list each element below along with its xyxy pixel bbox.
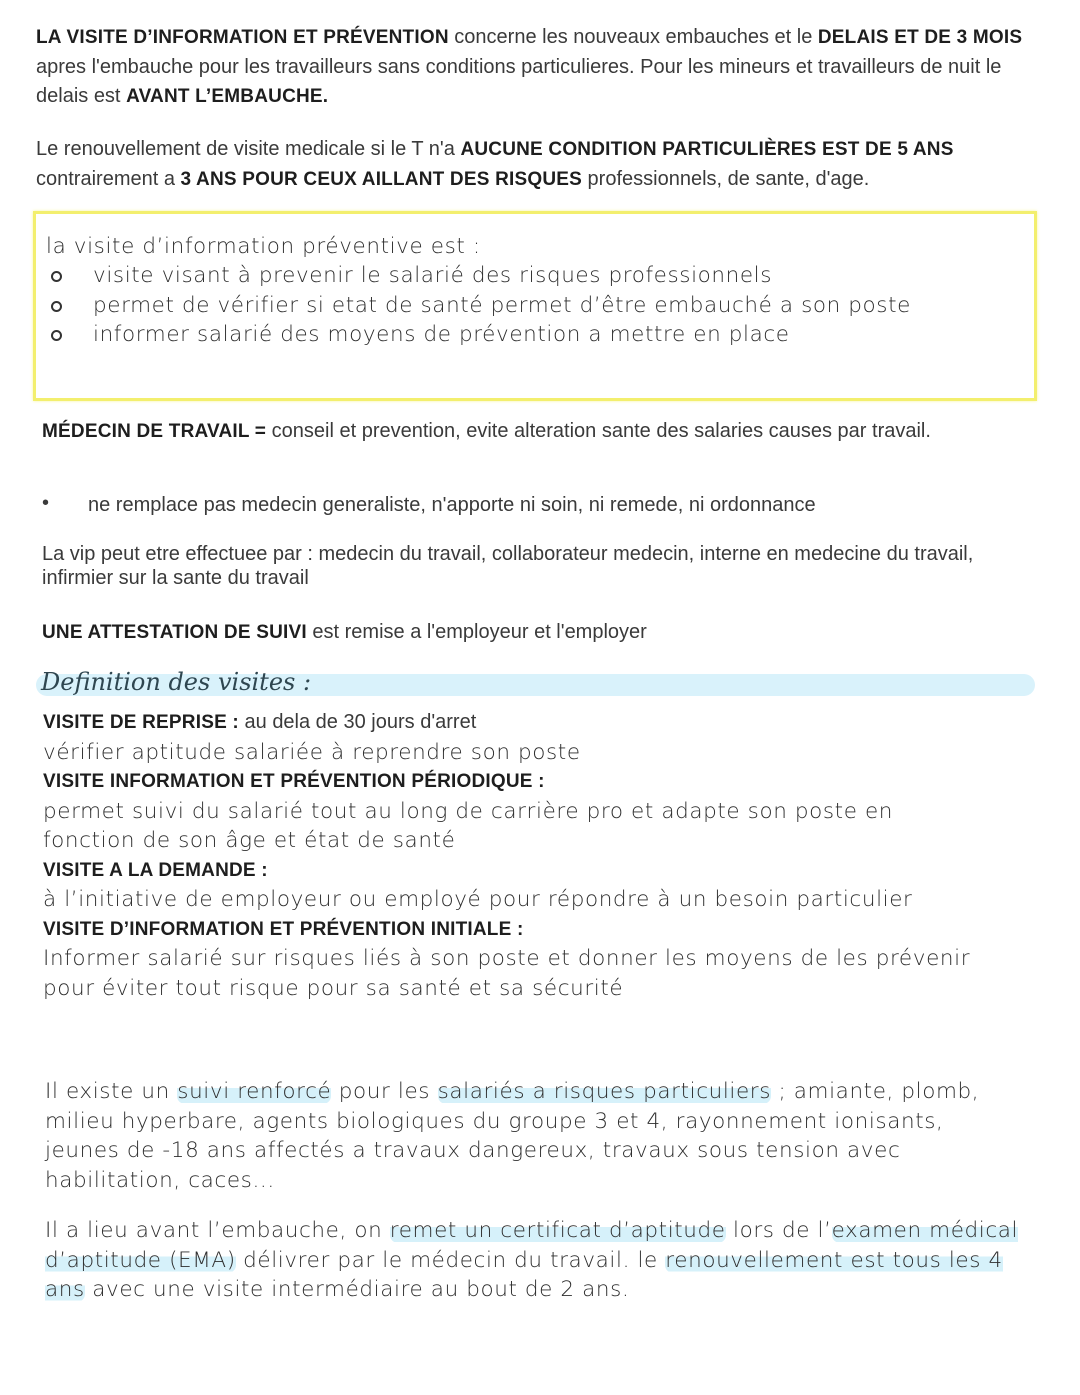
text-segment: apres l'embauche pour les travailleurs sans conditions particulieres. Pour les mineurs et travailleurs de nuit le delais est: [36, 55, 1002, 107]
visit-title: VISITE D’INFORMATION ET PRÉVENTION INITIALE :: [43, 918, 524, 940]
bullet-text: ne remplace pas medecin generaliste, n'apporte ni soin, ni remede, ni ordonnance: [88, 494, 816, 516]
text-segment: lors de l’: [725, 1218, 832, 1243]
paragraph-renouvellement: [36, 135, 1031, 194]
highlight-box-visite-preventive: [33, 211, 1037, 401]
text-segment: concerne les nouveaux embauches et le: [448, 26, 818, 48]
visit-title-line: [43, 767, 1033, 797]
visit-title: VISITE DE REPRISE :: [43, 712, 239, 733]
visit-description: vérifier aptitude salariée à reprendre son poste: [43, 739, 581, 765]
visit-description: Informer salarié sur risques liés à son poste et donner les moyens de les prévenir pour éviter tout risque pour sa santé et sa sécurité: [43, 946, 971, 1001]
text-segment: Le renouvellement de visite medicale si le T n'a: [36, 138, 461, 160]
paragraph-certificat: [45, 1216, 1020, 1305]
visit-title-line: [43, 856, 1033, 886]
bold-segment: LA VISITE D’INFORMATION ET PRÉVENTION: [36, 27, 449, 48]
visit-description: permet suivi du salarié tout au long de carrière pro et adapte son poste en fonction de son âge et état de santé: [43, 798, 894, 853]
paragraph-suivi-renforce: [45, 1077, 1020, 1195]
text-segment: délivrer par le médecin du travail. le: [235, 1247, 666, 1273]
text-segment: pour les: [331, 1079, 438, 1104]
bullet-icon: •: [42, 492, 50, 514]
text-segment: est remise a l'employeur et l'employer: [306, 621, 647, 643]
highlighted-segment: salariés a risques particuliers: [437, 1079, 772, 1104]
text-segment: avec une visite intermédiaire au bout de 2 ans.: [84, 1277, 630, 1302]
text-segment: Il existe un: [45, 1079, 178, 1104]
visit-title-line: [43, 915, 1033, 945]
paragraph-vip: [42, 542, 1037, 590]
paragraph-visite-information: [36, 23, 1031, 112]
visit-inline-text: au dela de 30 jours d'arret: [238, 711, 477, 733]
bold-segment: UNE ATTESTATION DE SUIVI: [42, 622, 307, 643]
list-item: visite visant à prevenir le salarié des risques professionnels: [46, 261, 1006, 291]
visit-title: VISITE A LA DEMANDE :: [43, 859, 268, 881]
visit-title: VISITE INFORMATION ET PRÉVENTION PÉRIODIQUE :: [43, 771, 545, 792]
text-segment: contrairement a: [36, 167, 181, 190]
visit-description: à l’initiative de employeur ou employé pour répondre à un besoin particulier: [43, 887, 913, 912]
highlighted-segment: renouvellement est tous les 4 ans: [45, 1247, 1003, 1302]
paragraph-medecin-travail: [42, 419, 1032, 444]
highlighted-segment: examen médical d’aptitude (EMA): [45, 1218, 1019, 1273]
bold-segment: 3 ANS POUR CEUX AILLANT DES RISQUES: [180, 168, 582, 190]
visit-title-line: [43, 708, 1033, 738]
list-item: informer salarié des moyens de prévention a mettre en place: [46, 320, 1006, 350]
bold-segment: DELAIS ET DE 3 MOIS: [817, 27, 1023, 48]
section-heading-definition: [36, 668, 1035, 700]
text-segment: Il a lieu avant l’embauche, on: [45, 1218, 390, 1243]
box-intro: la visite d’information préventive est :: [46, 234, 481, 259]
bold-segment: MÉDECIN DE TRAVAIL =: [42, 421, 267, 442]
text-segment: La vip peut etre effectuee par : medecin du travail, collaborateur medecin, interne en medecine du travail, infirmier sur la sante du travail: [42, 543, 974, 589]
box-list: [46, 261, 1006, 350]
bold-segment: AVANT L’EMBAUCHE.: [126, 86, 329, 107]
highlighted-segment: suivi renforcé: [177, 1079, 332, 1104]
visits-list: [43, 708, 1033, 1003]
highlighted-segment: remet un certificat d’aptitude: [389, 1218, 726, 1243]
paragraph-attestation: [42, 618, 1037, 648]
text-segment: ; amiante, plomb, milieu hyperbare, agents biologiques du groupe 3 et 4, rayonnement ionisants, jeunes de -18 ans affectés a travaux dangereux, travaux sous tension avec habilitation, caces...: [45, 1079, 980, 1193]
heading-text: Definition des visites :: [41, 668, 312, 696]
text-segment: professionnels, de sante, d'age.: [582, 167, 870, 190]
text-segment: conseil et prevention, evite alteration sante des salaries causes par travail.: [266, 420, 931, 442]
bold-segment: AUCUNE CONDITION PARTICULIÈRES EST DE 5 ANS: [460, 139, 954, 160]
list-item: permet de vérifier si etat de santé permet d’être embauché a son poste: [46, 291, 1006, 321]
